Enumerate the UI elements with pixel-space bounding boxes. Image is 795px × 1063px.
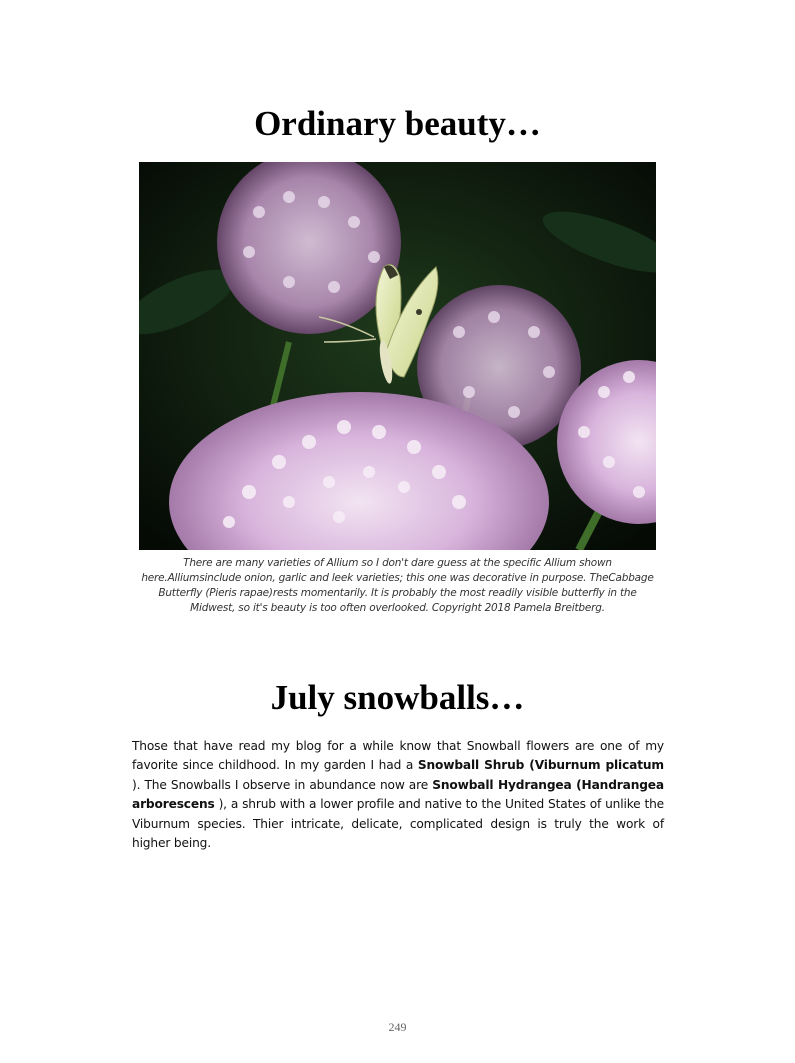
photo-illustration [139, 162, 656, 550]
page-number: 249 [388, 1020, 407, 1034]
paragraph-bold-text: Snowball Hydrangea (Handrangea arborescens [132, 777, 665, 812]
snowballs-paragraph [132, 737, 664, 853]
paragraph-text: ), a shrub with a lower profile and native to the United States of unlike the Viburnum species. Thier intricate, delicate, complicated design is truly the work of higher being. [132, 797, 664, 851]
paragraph-text: Those that have read my blog for a while know that Snowball flowers are one of my favorite since childhood. In my garden I had a [132, 739, 664, 773]
paragraph-text: ). The Snowballs I observe in abundance now are [132, 777, 433, 792]
paragraph-bold-text: Snowball Shrub (Viburnum plicatum [417, 758, 664, 773]
photo-caption: There are many varieties of Allium so I don't dare guess at the specific Allium shown here.Alliumsinclude onion, garlic and leek varieties; this one was decorative in purpose. TheCabbage Butterfly (Pieris rapae)rests momentarily. It is probably the most readily visible butterfly in the Midwest, so it's beauty is too often overlooked. Copyright 2018 Pamela Breitberg. [141, 557, 654, 614]
section-heading-ordinary-beauty: Ordinary beauty… [254, 104, 541, 143]
butterfly-on-allium-photo [139, 162, 656, 550]
section-heading-july-snowballs: July snowballs… [270, 678, 525, 717]
